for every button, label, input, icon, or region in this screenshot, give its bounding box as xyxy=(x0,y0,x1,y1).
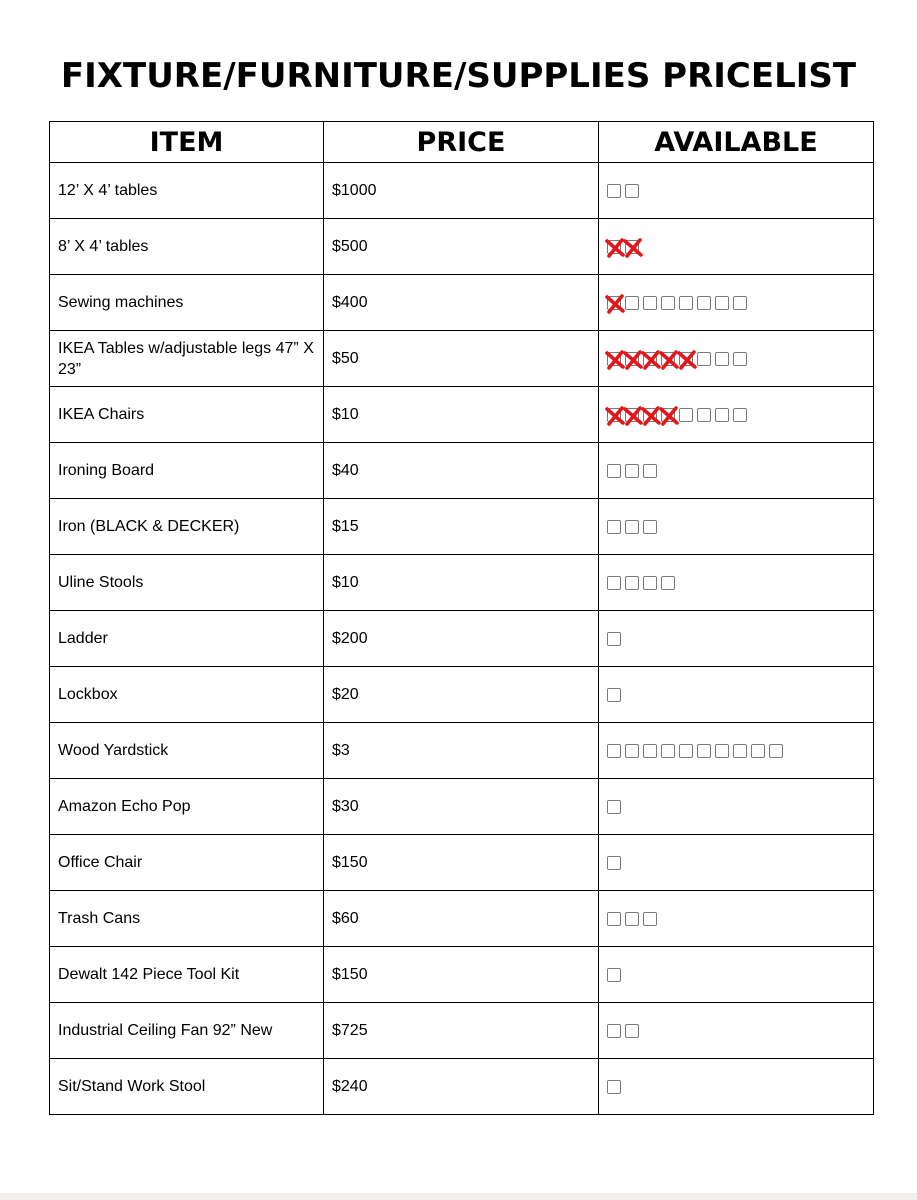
table-row xyxy=(50,891,874,947)
availability-checkbox[interactable] xyxy=(643,576,657,590)
item-price: $10 xyxy=(324,555,599,611)
availability-checkbox[interactable] xyxy=(697,296,711,310)
availability-checkboxes xyxy=(607,965,873,985)
availability-cell xyxy=(599,387,874,443)
availability-checkbox[interactable] xyxy=(715,744,729,758)
availability-checkboxes xyxy=(607,853,873,873)
availability-checkbox-marked[interactable] xyxy=(643,408,657,422)
item-name: Industrial Ceiling Fan 92” New xyxy=(50,1003,324,1059)
item-name: Sewing machines xyxy=(50,275,324,331)
availability-checkbox-marked[interactable] xyxy=(643,352,657,366)
item-price: $60 xyxy=(324,891,599,947)
availability-checkbox-marked[interactable] xyxy=(661,408,675,422)
table-row xyxy=(50,499,874,555)
availability-checkbox[interactable] xyxy=(607,184,621,198)
availability-checkbox[interactable] xyxy=(607,464,621,478)
availability-checkbox[interactable] xyxy=(697,744,711,758)
item-name: Iron (BLACK & DECKER) xyxy=(50,499,324,555)
availability-cell xyxy=(599,499,874,555)
availability-cell xyxy=(599,779,874,835)
table-row xyxy=(50,947,874,1003)
item-name: 12’ X 4’ tables xyxy=(50,163,324,219)
item-name: IKEA Chairs xyxy=(50,387,324,443)
availability-cell xyxy=(599,219,874,275)
availability-checkbox[interactable] xyxy=(733,408,747,422)
availability-checkboxes xyxy=(607,517,873,537)
availability-checkbox[interactable] xyxy=(607,1080,621,1094)
x-mark-icon xyxy=(658,405,680,427)
availability-checkbox[interactable] xyxy=(607,576,621,590)
table-row xyxy=(50,1059,874,1115)
item-name: Wood Yardstick xyxy=(50,723,324,779)
x-mark-icon xyxy=(676,349,698,371)
availability-checkbox[interactable] xyxy=(715,352,729,366)
table-row xyxy=(50,331,874,387)
table-header-row xyxy=(50,122,874,163)
availability-checkboxes xyxy=(607,685,873,705)
item-name: Dewalt 142 Piece Tool Kit xyxy=(50,947,324,1003)
availability-checkboxes xyxy=(607,573,873,593)
availability-checkbox-marked[interactable] xyxy=(607,408,621,422)
availability-checkbox[interactable] xyxy=(697,352,711,366)
availability-checkbox[interactable] xyxy=(625,184,639,198)
item-price: $30 xyxy=(324,779,599,835)
availability-checkboxes xyxy=(607,909,873,929)
availability-checkbox[interactable] xyxy=(607,968,621,982)
table-row xyxy=(50,163,874,219)
availability-cell xyxy=(599,163,874,219)
availability-checkbox[interactable] xyxy=(607,800,621,814)
item-name: Sit/Stand Work Stool xyxy=(50,1059,324,1115)
availability-checkbox[interactable] xyxy=(625,296,639,310)
item-name: Trash Cans xyxy=(50,891,324,947)
availability-checkbox-marked[interactable] xyxy=(625,408,639,422)
item-price: $1000 xyxy=(324,163,599,219)
availability-checkbox[interactable] xyxy=(661,576,675,590)
availability-checkboxes xyxy=(607,349,873,369)
x-mark-icon xyxy=(622,237,644,259)
availability-cell xyxy=(599,331,874,387)
availability-checkbox[interactable] xyxy=(607,1024,621,1038)
table-row xyxy=(50,555,874,611)
availability-checkbox[interactable] xyxy=(643,520,657,534)
availability-checkbox[interactable] xyxy=(625,520,639,534)
availability-cell xyxy=(599,667,874,723)
table-row xyxy=(50,1003,874,1059)
table-row xyxy=(50,387,874,443)
availability-checkbox-marked[interactable] xyxy=(607,240,621,254)
availability-checkbox[interactable] xyxy=(607,744,621,758)
item-name: Amazon Echo Pop xyxy=(50,779,324,835)
availability-checkboxes xyxy=(607,1021,873,1041)
item-price: $10 xyxy=(324,387,599,443)
availability-checkbox[interactable] xyxy=(661,296,675,310)
column-header-available: AVAILABLE xyxy=(599,122,874,163)
availability-checkbox[interactable] xyxy=(643,912,657,926)
availability-cell xyxy=(599,611,874,667)
page-bottom-edge xyxy=(0,1193,917,1200)
availability-checkbox[interactable] xyxy=(697,408,711,422)
availability-checkbox-marked[interactable] xyxy=(625,352,639,366)
availability-cell xyxy=(599,1003,874,1059)
availability-checkboxes xyxy=(607,293,873,313)
availability-checkboxes xyxy=(607,237,873,257)
availability-cell xyxy=(599,275,874,331)
item-price: $20 xyxy=(324,667,599,723)
item-price: $150 xyxy=(324,835,599,891)
item-price: $15 xyxy=(324,499,599,555)
item-name: IKEA Tables w/adjustable legs 47” X 23” xyxy=(50,331,324,387)
item-name: Uline Stools xyxy=(50,555,324,611)
item-price: $3 xyxy=(324,723,599,779)
table-row xyxy=(50,275,874,331)
availability-checkbox[interactable] xyxy=(769,744,783,758)
availability-checkboxes xyxy=(607,741,873,761)
item-name: Ladder xyxy=(50,611,324,667)
item-price: $240 xyxy=(324,1059,599,1115)
availability-checkbox[interactable] xyxy=(643,296,657,310)
availability-checkboxes xyxy=(607,181,873,201)
availability-checkbox[interactable] xyxy=(607,632,621,646)
availability-checkbox[interactable] xyxy=(607,688,621,702)
item-name: Lockbox xyxy=(50,667,324,723)
availability-checkbox[interactable] xyxy=(625,576,639,590)
availability-checkbox[interactable] xyxy=(643,464,657,478)
page-title: FIXTURE/FURNITURE/SUPPLIES PRICELIST xyxy=(60,56,857,96)
table-row xyxy=(50,667,874,723)
availability-checkbox[interactable] xyxy=(607,912,621,926)
availability-checkbox[interactable] xyxy=(625,464,639,478)
item-price: $40 xyxy=(324,443,599,499)
availability-checkbox[interactable] xyxy=(751,744,765,758)
availability-checkbox[interactable] xyxy=(625,912,639,926)
item-price: $150 xyxy=(324,947,599,1003)
availability-cell xyxy=(599,835,874,891)
availability-checkbox[interactable] xyxy=(625,744,639,758)
availability-checkboxes xyxy=(607,629,873,649)
availability-checkbox-marked[interactable] xyxy=(625,240,639,254)
availability-checkbox-marked[interactable] xyxy=(661,352,675,366)
availability-checkbox[interactable] xyxy=(625,1024,639,1038)
table-row xyxy=(50,723,874,779)
availability-checkboxes xyxy=(607,405,873,425)
table-row xyxy=(50,611,874,667)
availability-cell xyxy=(599,947,874,1003)
availability-cell xyxy=(599,555,874,611)
availability-checkbox[interactable] xyxy=(607,520,621,534)
availability-checkboxes xyxy=(607,797,873,817)
availability-checkbox[interactable] xyxy=(679,744,693,758)
availability-checkbox[interactable] xyxy=(643,744,657,758)
table-row xyxy=(50,219,874,275)
column-header-item: ITEM xyxy=(50,122,324,163)
availability-checkbox-marked[interactable] xyxy=(607,352,621,366)
column-header-price: PRICE xyxy=(324,122,599,163)
table-row xyxy=(50,779,874,835)
availability-checkbox[interactable] xyxy=(715,296,729,310)
availability-cell xyxy=(599,1059,874,1115)
availability-checkbox[interactable] xyxy=(679,408,693,422)
availability-checkbox[interactable] xyxy=(679,296,693,310)
availability-checkbox[interactable] xyxy=(733,744,747,758)
item-price: $50 xyxy=(324,331,599,387)
x-mark-icon xyxy=(604,293,626,315)
availability-checkbox[interactable] xyxy=(733,352,747,366)
availability-cell xyxy=(599,723,874,779)
item-name: 8’ X 4’ tables xyxy=(50,219,324,275)
availability-checkbox-marked[interactable] xyxy=(607,296,621,310)
pricelist-table xyxy=(49,121,874,1115)
item-price: $400 xyxy=(324,275,599,331)
table-row xyxy=(50,835,874,891)
table-body xyxy=(50,163,874,1115)
availability-checkbox[interactable] xyxy=(715,408,729,422)
item-name: Ironing Board xyxy=(50,443,324,499)
availability-cell xyxy=(599,891,874,947)
item-price: $500 xyxy=(324,219,599,275)
availability-checkbox[interactable] xyxy=(607,856,621,870)
availability-checkboxes xyxy=(607,461,873,481)
item-name: Office Chair xyxy=(50,835,324,891)
item-price: $725 xyxy=(324,1003,599,1059)
availability-checkbox[interactable] xyxy=(661,744,675,758)
table-row xyxy=(50,443,874,499)
availability-cell xyxy=(599,443,874,499)
availability-checkbox-marked[interactable] xyxy=(679,352,693,366)
item-price: $200 xyxy=(324,611,599,667)
availability-checkboxes xyxy=(607,1077,873,1097)
availability-checkbox[interactable] xyxy=(733,296,747,310)
